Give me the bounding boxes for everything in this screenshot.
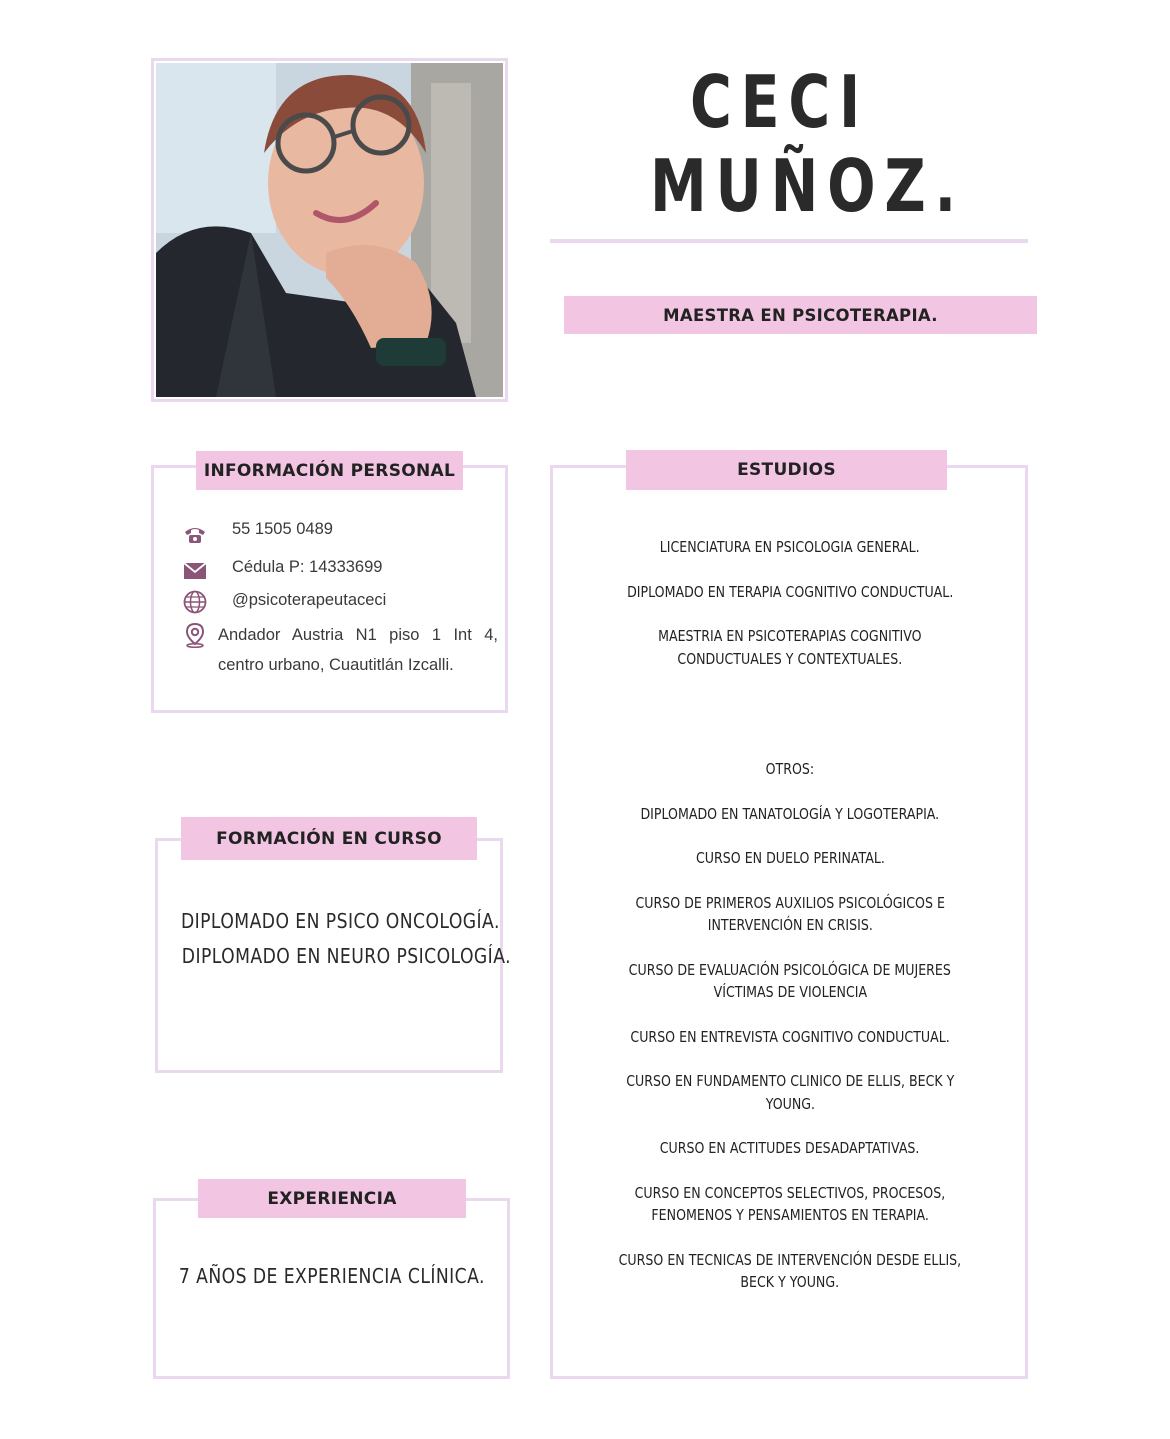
phone-icon xyxy=(182,521,208,547)
last-name: MUÑOZ. xyxy=(650,144,965,228)
formacion-item: DIPLOMADO EN NEURO PSICOLOGÍA. xyxy=(181,944,511,968)
estudios-heading-text: ESTUDIOS xyxy=(737,460,836,480)
otros-item: YOUNG. xyxy=(765,1094,815,1113)
otros-item: CURSO EN TECNICAS DE INTERVENCIÓN DESDE ELLIS, xyxy=(618,1250,962,1269)
estudio-item: CONDUCTUALES Y CONTEXTUALES. xyxy=(677,649,903,668)
otros-item: CURSO EN ACTITUDES DESADAPTATIVAS. xyxy=(660,1139,920,1157)
professional-title-text: MAESTRA EN PSICOTERAPIA. xyxy=(663,305,938,325)
experiencia-text: 7 AÑOS DE EXPERIENCIA CLÍNICA. xyxy=(178,1264,485,1288)
globe-icon xyxy=(182,589,208,615)
profile-photo xyxy=(156,63,503,397)
estudios-heading xyxy=(626,450,947,490)
address xyxy=(218,620,498,680)
personal-info-heading-text: INFORMACIÓN PERSONAL xyxy=(203,460,456,481)
experiencia-heading-text: EXPERIENCIA xyxy=(267,1188,397,1209)
estudio-item: DIPLOMADO EN TERAPIA COGNITIVO CONDUCTUAL. xyxy=(626,582,954,601)
otros-item: CURSO EN DUELO PERINATAL. xyxy=(695,849,885,867)
otros-item: FENOMENOS Y PENSAMIENTOS EN TERAPIA. xyxy=(651,1206,929,1224)
otros-item: CURSO EN ENTREVISTA COGNITIVO CONDUCTUAL. xyxy=(630,1027,950,1046)
phone-number: 55 1505 0489 xyxy=(232,520,333,538)
experiencia-box xyxy=(153,1198,510,1379)
formacion-heading-text: FORMACIÓN EN CURSO xyxy=(216,828,442,849)
formacion-heading xyxy=(181,817,477,860)
address-line-2: centro urbano, Cuautitlán Izcalli. xyxy=(218,656,454,674)
personal-info-heading xyxy=(196,451,463,490)
otros-item: BECK Y YOUNG. xyxy=(740,1273,840,1291)
otros-item: CURSO DE EVALUACIÓN PSICOLÓGICA DE MUJERES xyxy=(628,960,952,979)
address-line-1: Andador Austria N1 piso 1 Int 4, xyxy=(218,626,498,644)
otros-label: OTROS: xyxy=(765,760,815,778)
mail-icon xyxy=(182,558,208,584)
profile-photo-illustration xyxy=(156,63,503,397)
name-divider xyxy=(550,239,1028,243)
formacion-item: DIPLOMADO EN PSICO ONCOLOGÍA. xyxy=(180,909,500,933)
otros-item: CURSO DE PRIMEROS AUXILIOS PSICOLÓGICOS E xyxy=(635,893,945,912)
experiencia-heading xyxy=(198,1179,466,1218)
first-name: CECI xyxy=(690,60,869,144)
otros-item: INTERVENCIÓN EN CRISIS. xyxy=(707,916,873,934)
social-handle[interactable]: @psicoterapeutaceci xyxy=(232,591,387,609)
otros-item: CURSO EN FUNDAMENTO CLINICO DE ELLIS, BECK Y xyxy=(625,1072,955,1090)
estudio-item: MAESTRIA EN PSICOTERAPIAS COGNITIVO xyxy=(658,627,922,645)
estudios-list xyxy=(555,536,1025,1316)
formacion-list xyxy=(155,905,511,975)
professional-title xyxy=(564,296,1037,334)
cedula: Cédula P: 14333699 xyxy=(232,558,383,576)
otros-item: CURSO EN CONCEPTOS SELECTIVOS, PROCESOS, xyxy=(634,1183,946,1202)
otros-item: DIPLOMADO EN TANATOLOGÍA Y LOGOTERAPIA. xyxy=(640,804,940,823)
otros-item: VÍCTIMAS DE VIOLENCIA xyxy=(713,983,867,1001)
estudio-item: LICENCIATURA EN PSICOLOGIA GENERAL. xyxy=(660,538,920,556)
location-pin-icon xyxy=(182,622,208,648)
